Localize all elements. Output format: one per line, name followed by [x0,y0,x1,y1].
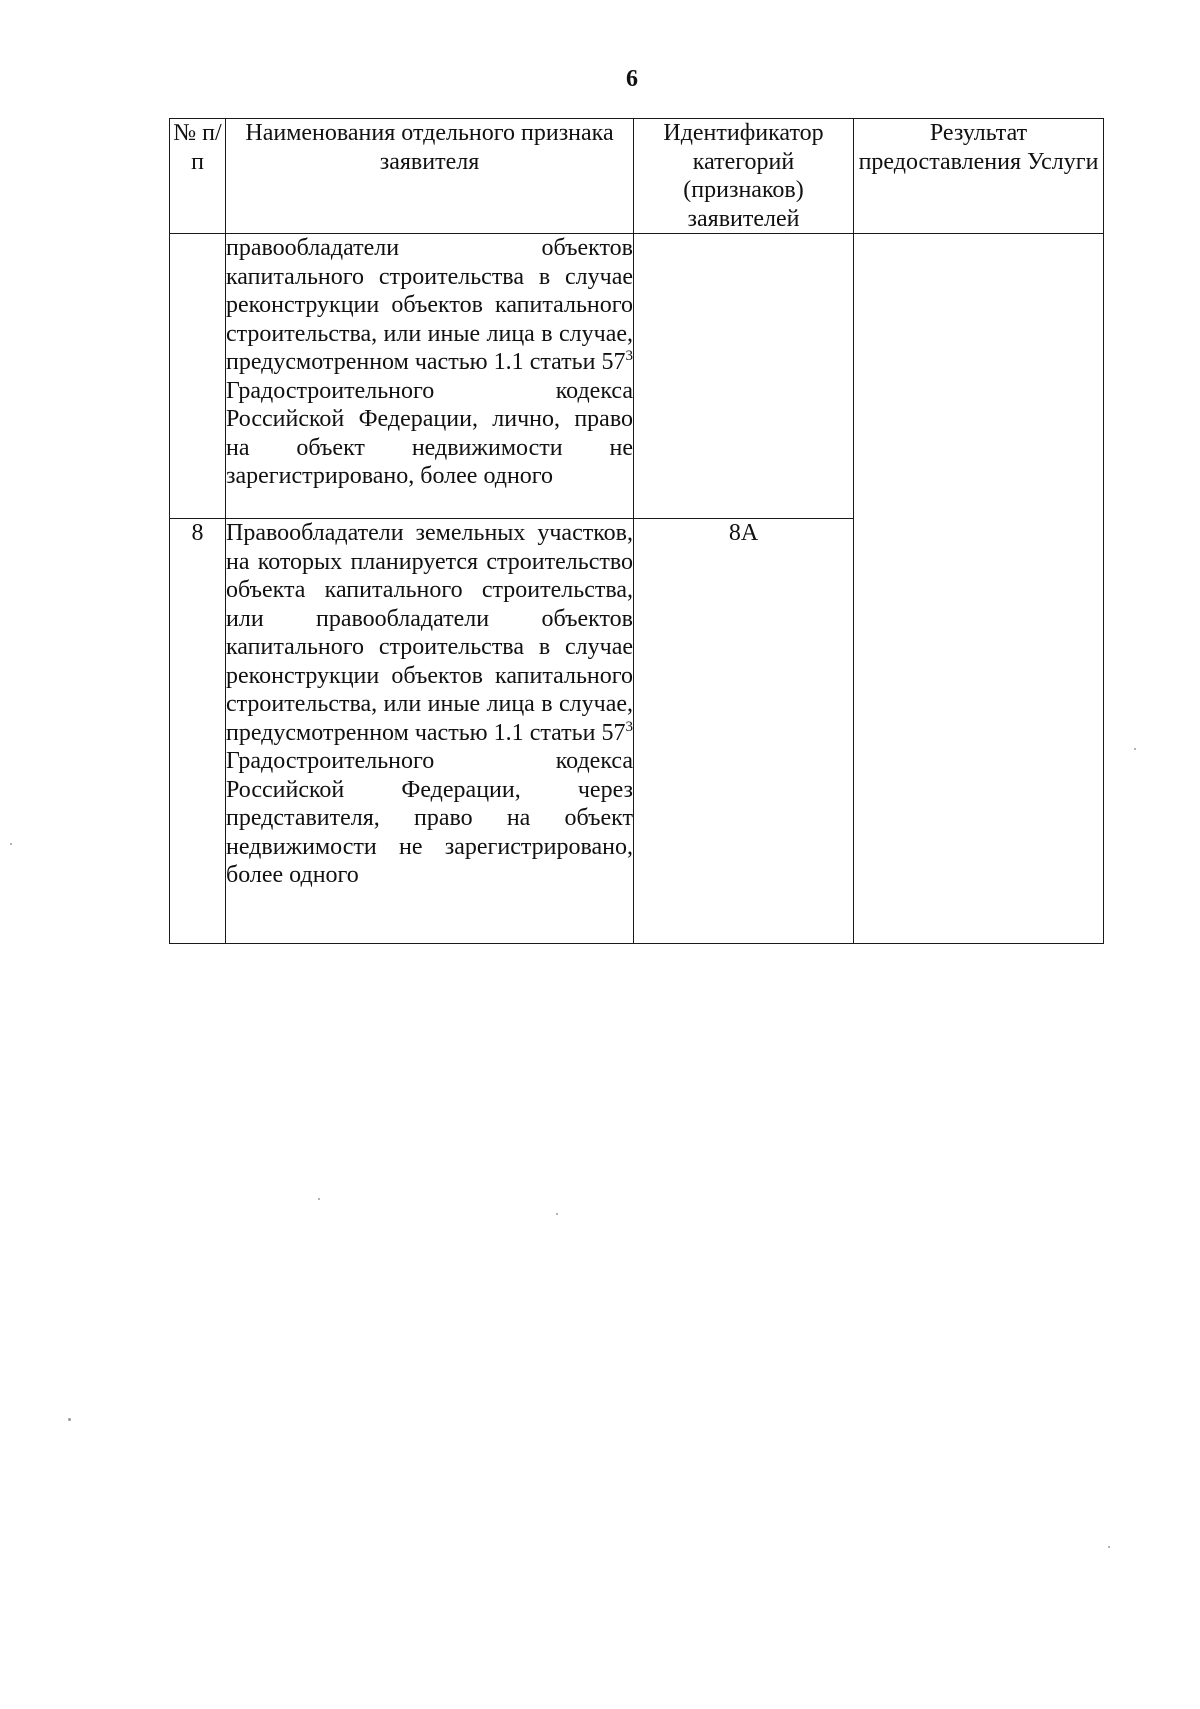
header-category-identifier: Идентификатор категорий (признаков) заявителей [634,119,854,234]
row-number [170,234,226,519]
table-row [170,234,1104,519]
scan-speck [68,1418,71,1421]
scan-speck [1134,748,1136,750]
scan-speck [556,1213,558,1215]
row-category-identifier: 8А [634,519,854,944]
row-applicant-attribute [226,234,634,519]
row-category-identifier [634,234,854,519]
row-applicant-attribute [226,519,634,944]
row-number: 8 [170,519,226,944]
page-number: 6 [626,66,638,92]
superscript: 3 [625,718,633,735]
superscript: 3 [625,348,633,364]
attribute-text: Правообладатели земельных участков, на которых планируется строительство объекта капитального строительства, или правообладатели объектов капитального строительства в случае реконструкции объектов капитального строительства, или иные лица в случае, предусмотренном частью 1.1 статьи 57 [226,520,633,746]
row-service-result [854,234,1104,944]
scan-speck [318,1198,320,1200]
applicant-categories-table [169,118,1104,944]
header-service-result: Результат предоставления Услуги [854,119,1104,234]
header-number: № п/п [170,119,226,234]
attribute-text-continued: Градостроительного кодекса Российской Федерации, лично, право на объект недвижимости не зарегистрировано, более одного [226,377,633,489]
header-applicant-attribute: Наименования отдельного признака заявителя [226,119,634,234]
scan-speck [1108,1546,1110,1548]
attribute-text: правообладатели объектов капитального строительства в случае реконструкции объектов капитального строительства, или иные лица в случае, предусмотренном частью 1.1 статьи 57 [226,235,633,375]
attribute-text-continued: Градостроительного кодекса Российской Федерации, через представителя, право на объект недвижимости не зарегистрировано, более одного [226,748,633,888]
table-header-row [170,119,1104,234]
scan-speck [10,843,12,845]
